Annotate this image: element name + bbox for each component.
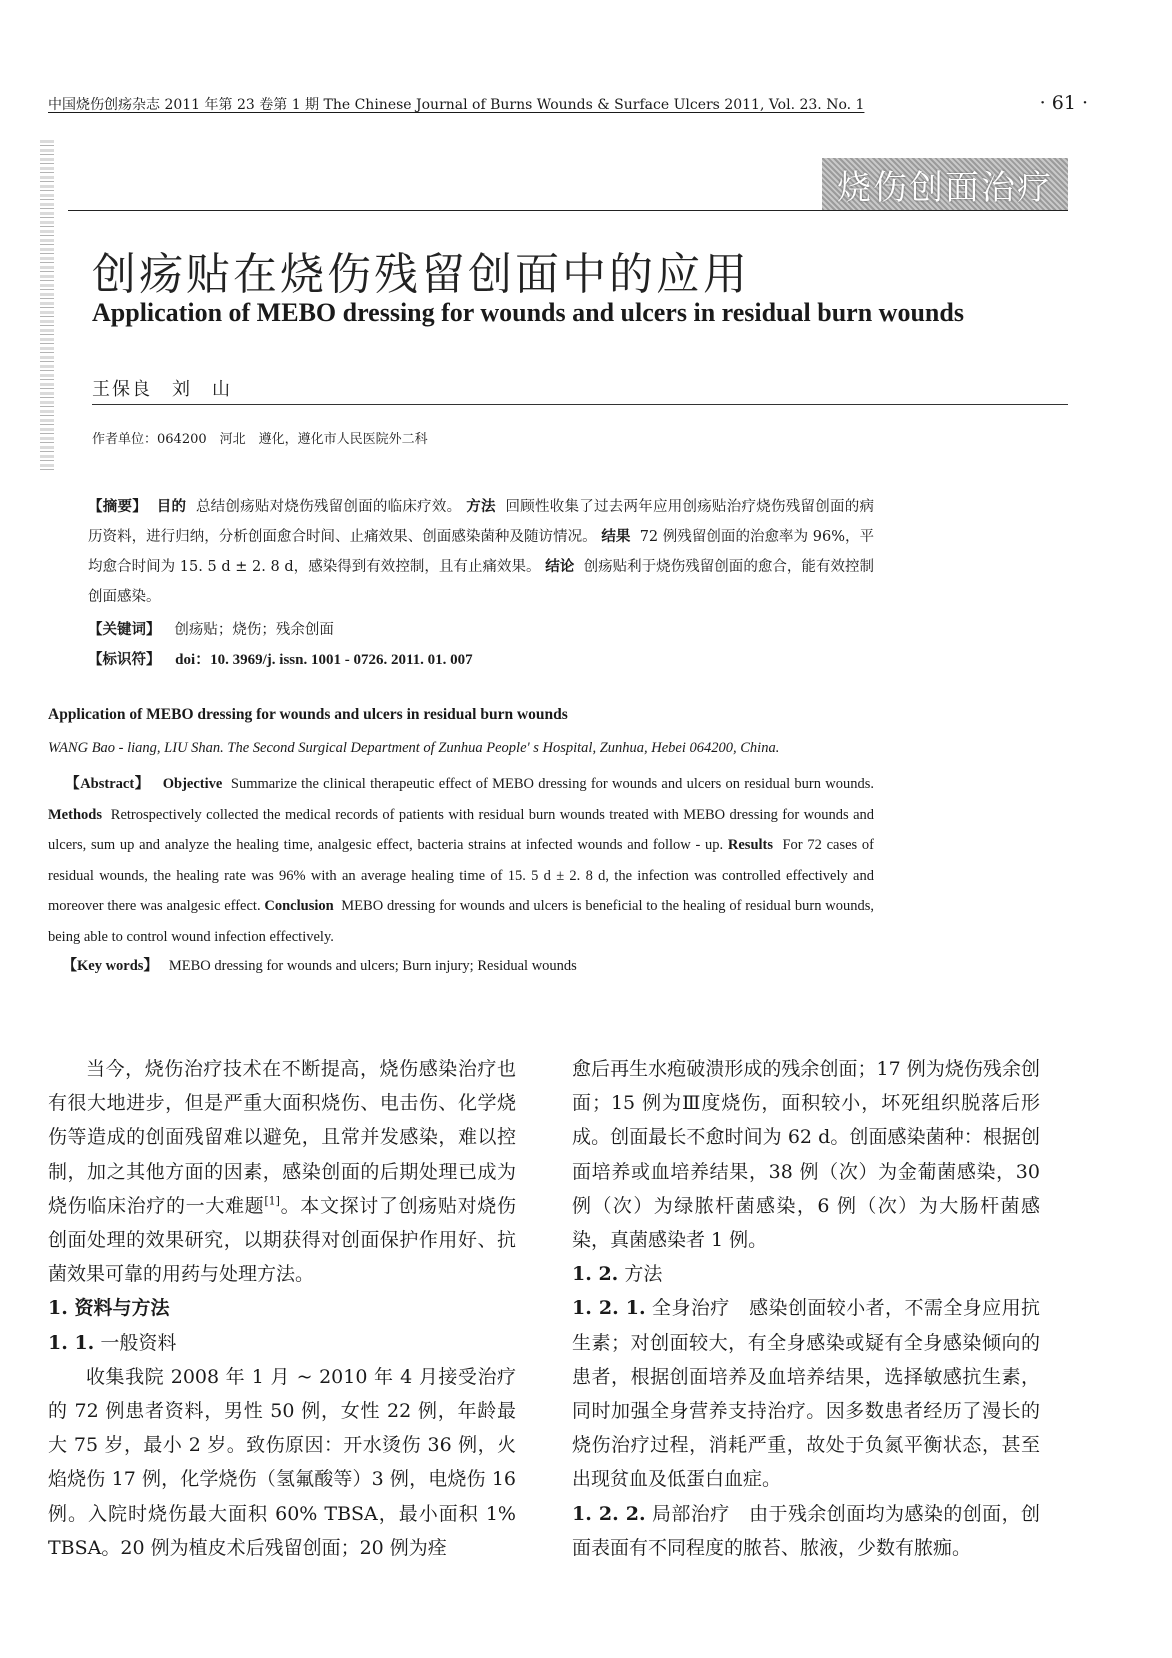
- keywords-text: 创疡贴；烧伤；残余创面: [174, 622, 334, 638]
- page-number: · 61 ·: [1039, 92, 1088, 114]
- intro-tail-text: 。本文探讨了创疡贴对烧伤创面处理的效果研究，以期获得对创面保护作用好、抗菌效果可靠的用药与处理方法。: [48, 1194, 516, 1286]
- heading-text: 一般资料: [100, 1331, 177, 1354]
- identifier-label: 【标识符】: [88, 651, 161, 668]
- conclusion-text: 创疡贴利于烧伤残留创面的愈合，能有效控制创面感染。: [88, 559, 875, 605]
- abstract-label: 【摘要】: [88, 498, 147, 515]
- results-label: 结果: [601, 528, 631, 545]
- intro-paragraph: [48, 1052, 516, 1291]
- heading-number: 1. 2. 1.: [572, 1297, 646, 1320]
- general-data-paragraph: 收集我院 2008 年 1 月 ~ 2010 年 4 月接受治疗的 72 例患者资料，男性 50 例，女性 22 例，年龄最大 75 岁，最小 2 岁。致伤原因：开水烫伤 36 例，火焰烧伤 17 例，化学烧伤（氢氟酸等）3 例，电烧伤 16 例。入院时烧伤最大面积 60% TBSA，最小面积 1% TBSA。20 例为植皮术后残留创面；20 例为痊: [48, 1365, 516, 1559]
- en-conclusion-label: Conclusion: [264, 898, 334, 914]
- en-abstract-label: 【Abstract】: [65, 776, 150, 792]
- header-rule: [68, 210, 1068, 211]
- en-results-label: Results: [727, 837, 774, 853]
- methods-text: 回顾性收集了过去两年应用创疡贴治疗烧伤残留创面的病历资料，进行归纳，分析创面愈合时间、止痛效果、创面感染菌种及随访情况。: [88, 499, 875, 545]
- en-keywords-label: 【Key words】: [62, 958, 158, 974]
- doi: doi：10. 3969/j. issn. 1001 - 0726. 2011. 01. 007: [175, 652, 473, 668]
- results-text: 72 例残留创面的治愈率为 96%，平均愈合时间为 15. 5 d ± 2. 8 d，感染得到有效控制，且有止痛效果。: [88, 529, 875, 575]
- objective-label: 目的: [156, 498, 187, 515]
- general-data-continued: 愈后再生水疱破溃形成的残余创面；17 例为烧伤残余创面；15 例为Ⅲ度烧伤，面积较小，坏死组织脱落后形成。创面最长不愈时间为 62 d。创面感染菌种：根据创面培养或血培养结果，38 例（次）为金葡菌感染，30 例（次）为绿脓杆菌感染，6 例（次）为大肠杆菌感染，真菌感染者 1 例。: [572, 1058, 1040, 1252]
- english-abstract-title: Application of MEBO dressing for wounds and ulcers in residual burn wounds: [48, 706, 568, 723]
- english-keywords: [48, 954, 874, 975]
- en-methods-text: Retrospectively collected the medical records of patients with residual burn wounds treated with MEBO dressing for wounds and ulcers, sum up and analyze the healing time, analgesic effect, bacteria strains at infected wounds and follow - up.: [48, 806, 875, 853]
- body-column-right: [572, 1052, 1040, 1565]
- en-objective-text: Summarize the clinical therapeutic effect of MEBO dressing for wounds and ulcers on residual burn wounds.: [230, 776, 874, 792]
- heading-methods: [572, 1257, 1040, 1291]
- body-column-left: [48, 1052, 516, 1565]
- methods-label: 方法: [466, 498, 496, 515]
- english-abstract-body: [48, 769, 874, 952]
- en-methods-label: Methods: [48, 806, 102, 823]
- local-text: 由于残余创面均为感染的创面，创面表面有不同程度的脓苔、脓液，少数有脓痂。: [572, 1502, 1040, 1559]
- journal-citation: 中国烧伤创疡杂志 2011 年第 23 卷第 1 期 The Chinese Journal of Burns Wounds & Surface Ulcers 2011, Vol. 23. No. 1: [48, 97, 865, 113]
- running-header: [48, 92, 1088, 116]
- abstract-english: [48, 706, 874, 975]
- en-keywords-text: MEBO dressing for wounds and ulcers; Burn injury; Residual wounds: [168, 958, 577, 974]
- section-banner: 烧伤创面治疗: [822, 158, 1068, 210]
- heading-text: 方法: [624, 1263, 663, 1286]
- objective-text: 总结创疡贴对烧伤残留创面的临床疗效。: [195, 499, 462, 515]
- authors: 王保良 刘 山: [92, 379, 232, 400]
- en-conclusion-text: MEBO dressing for wounds and ulcers is beneficial to the healing of residual burn wounds, being able to control wound infection effectively.: [48, 898, 875, 945]
- intro-text: 当今，烧伤治疗技术在不断提高，烧伤感染治疗也有很大地进步，但是严重大面积烧伤、电击伤、化学烧伤等造成的创面残留难以避免，且常并发感染，难以控制，加之其他方面的因素，感染创面的后期处理已成为烧伤临床治疗的一大难题: [48, 1058, 516, 1217]
- heading-general-data: [48, 1326, 516, 1360]
- binding-margin-decoration: [40, 140, 54, 470]
- systemic-text: 感染创面较小者，不需全身应用抗生素；对创面较大，有全身感染或疑有全身感染倾向的患者，根据创面培养及血培养结果，选择敏感抗生素，同时加强全身营养支持治疗。因多数患者经历了漫长的烧伤治疗过程，消耗严重，故处于负氮平衡状态，甚至出现贫血及低蛋白血症。: [572, 1297, 1040, 1491]
- heading-number: 1. 1.: [48, 1331, 95, 1354]
- subheading-local: 局部治疗: [652, 1502, 730, 1525]
- citation-ref: [1]: [264, 1194, 280, 1208]
- heading-number: 1. 2. 2.: [572, 1502, 646, 1525]
- heading-number: 1. 2.: [572, 1263, 619, 1286]
- subheading-systemic: 全身治疗: [652, 1297, 730, 1320]
- keywords-label: 【关键词】: [88, 621, 161, 638]
- authors-rule: [92, 404, 1068, 405]
- keywords-chinese: [88, 618, 334, 639]
- affiliation: 作者单位：064200 河北 遵化，遵化市人民医院外二科: [92, 432, 428, 447]
- title-english: Application of MEBO dressing for wounds and ulcers in residual burn wounds: [92, 298, 964, 327]
- conclusion-label: 结论: [545, 558, 575, 575]
- heading-materials-methods: 1. 资料与方法: [48, 1297, 170, 1320]
- en-results-text: For 72 cases of residual wounds, the healing rate was 96% with an average healing time of 15. 5 d ± 2. 8 d, the infection was controlled effectively and moreover there was analgesic effect.: [48, 837, 874, 914]
- identifier-line: [88, 648, 473, 669]
- abstract-chinese: [88, 492, 874, 612]
- title-chinese: 创疡贴在烧伤残留创面中的应用: [92, 249, 750, 300]
- en-objective-label: Objective: [162, 776, 223, 792]
- systemic-treatment-paragraph: [572, 1291, 1040, 1496]
- local-treatment-paragraph: [572, 1497, 1040, 1565]
- english-authors-affiliation: WANG Bao - liang, LIU Shan. The Second Surgical Department of Zunhua People' s Hospital, Zunhua, Hebei 064200, China.: [48, 740, 780, 756]
